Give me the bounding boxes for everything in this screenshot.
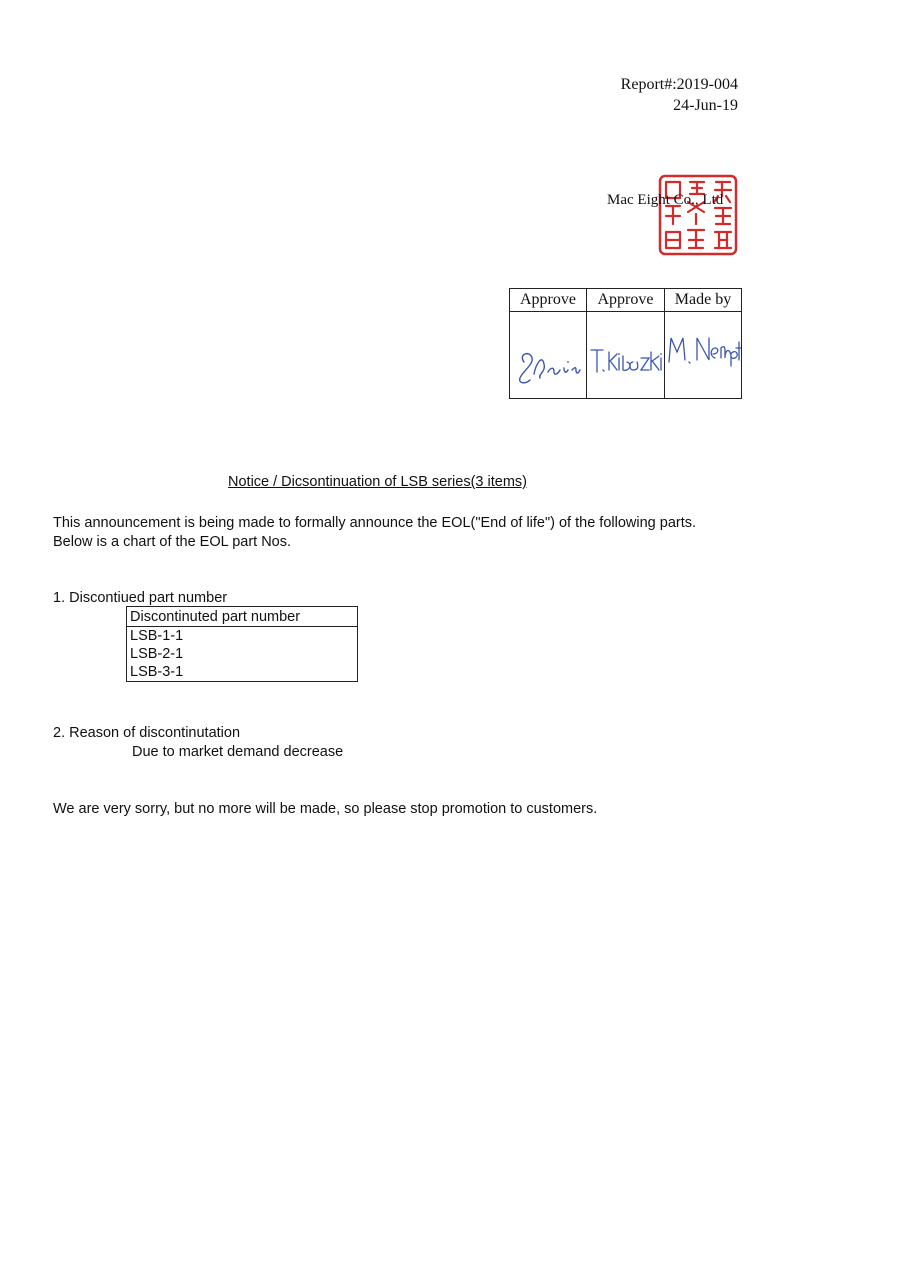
notice-title: Notice / Dicsontinuation of LSB series(3 items) — [228, 474, 527, 490]
part-number-row: LSB-1-1 — [127, 627, 358, 646]
section-2-heading: 2. Reason of discontinutation — [53, 725, 241, 741]
company-seal-stamp — [658, 174, 738, 256]
discontinued-parts-table — [126, 606, 358, 682]
report-date: 24-Jun-19 — [673, 97, 738, 114]
handwritten-signature-3 — [665, 312, 741, 398]
intro-line-1: This announcement is being made to formally announce the EOL("End of life") of the following parts. — [53, 515, 697, 531]
approval-table — [509, 288, 742, 399]
intro-paragraph — [53, 514, 696, 552]
signature-cell-3 — [665, 312, 742, 399]
signature-cell-2 — [587, 312, 665, 399]
handwritten-signature-2 — [587, 312, 664, 398]
approval-header-3: Made by — [665, 289, 742, 312]
discontinuation-reason: Due to market demand decrease — [132, 744, 344, 760]
signature-cell-1 — [510, 312, 587, 399]
part-number-row: LSB-3-1 — [127, 663, 358, 682]
part-number-row: LSB-2-1 — [127, 645, 358, 663]
approval-header-1: Approve — [510, 289, 587, 312]
intro-line-2: Below is a chart of the EOL part Nos. — [53, 534, 292, 550]
report-number: Report#:2019-004 — [620, 76, 738, 93]
approval-header-2: Approve — [587, 289, 665, 312]
handwritten-signature-1 — [510, 312, 586, 398]
company-name: Mac Eight Co., Ltd — [607, 192, 724, 208]
closing-statement: We are very sorry, but no more will be made, so please stop promotion to customers. — [53, 801, 598, 817]
section-1-heading: 1. Discontiued part number — [53, 590, 228, 606]
parts-table-header: Discontinuted part number — [127, 607, 358, 627]
